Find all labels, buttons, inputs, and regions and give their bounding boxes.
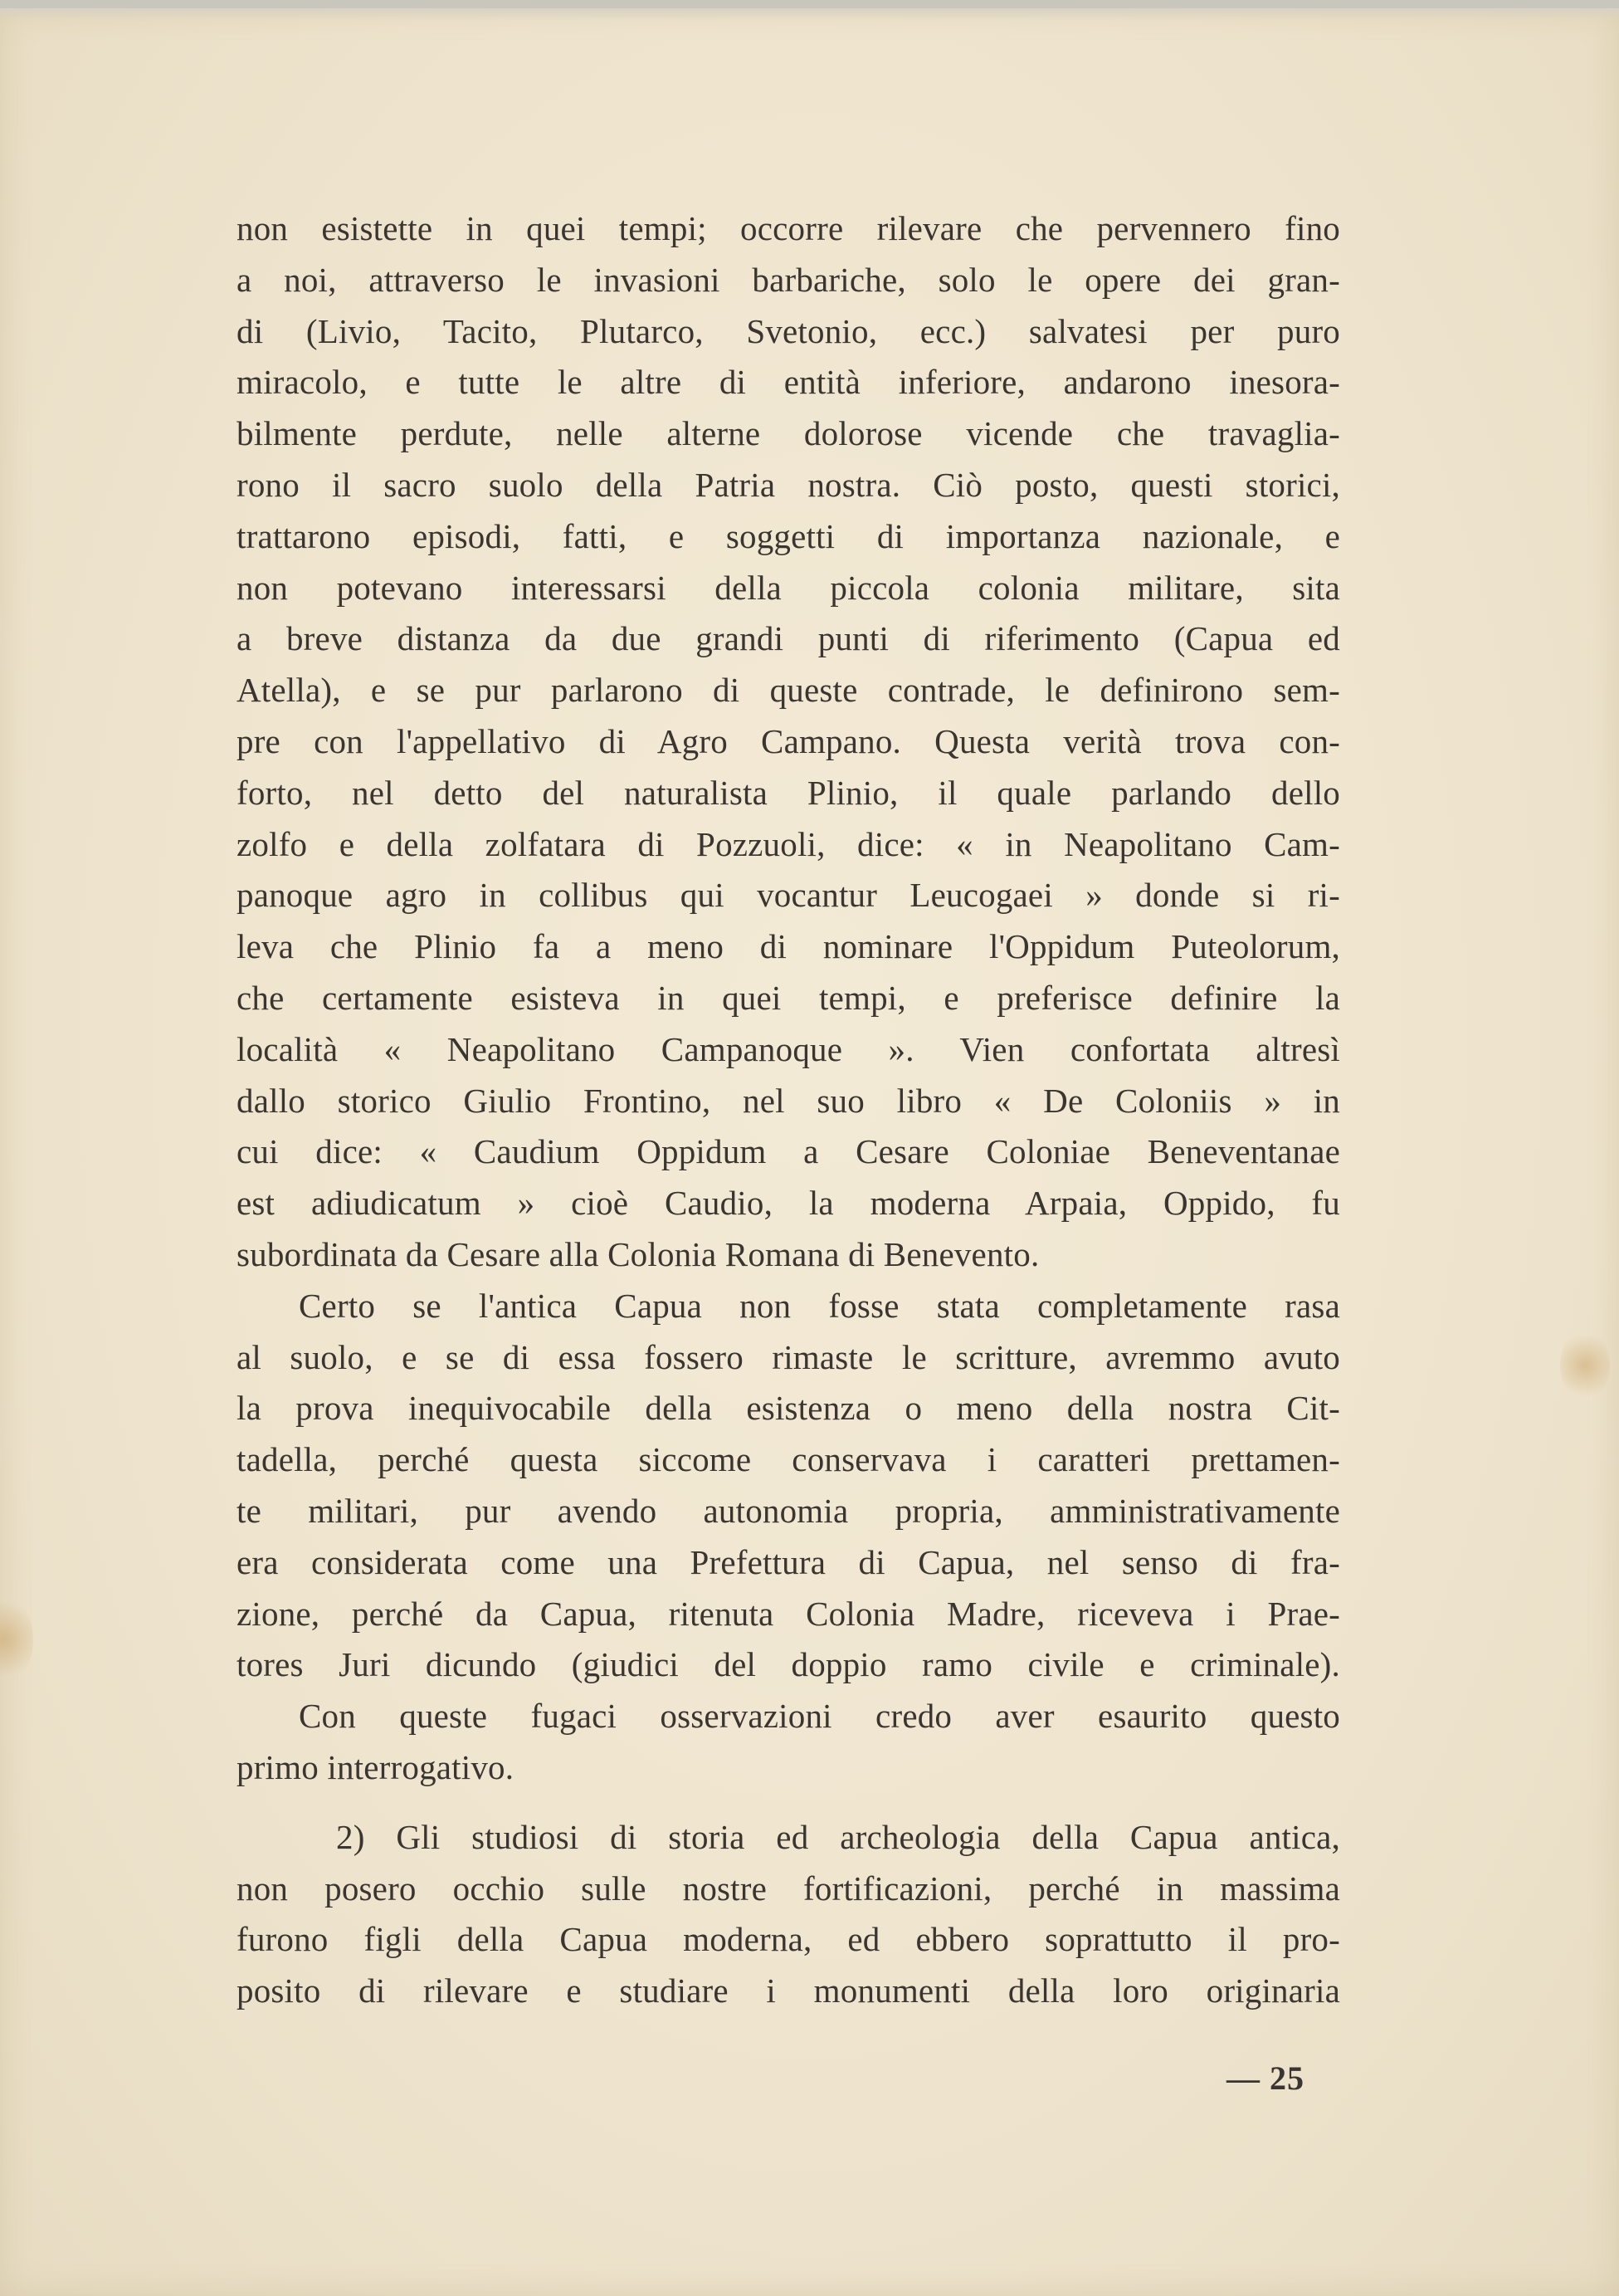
text-line: che certamente esisteva in quei tempi, e preferisce definire la bbox=[237, 978, 1340, 1017]
text-line: Con queste fugaci osservazioni credo aver esaurito questo bbox=[299, 1697, 1340, 1736]
text-line: non esistette in quei tempi; occorre rilevare che pervennero fino bbox=[237, 209, 1340, 247]
text-line: tadella, perché questa siccome conservava i caratteri prettamen- bbox=[237, 1440, 1340, 1479]
text-line: leva che Plinio fa a meno di nominare l'Oppidum Puteolorum, bbox=[237, 927, 1340, 966]
text-line: Certo se l'antica Capua non fosse stata completamente rasa bbox=[299, 1286, 1340, 1325]
text-line: la prova inequivocabile della esistenza o meno della nostra Cit- bbox=[237, 1389, 1340, 1428]
text-line: est adiudicatum » cioè Caudio, la moderna Arpaia, Oppido, fu bbox=[237, 1184, 1340, 1223]
text-line: primo interrogativo. bbox=[237, 1747, 514, 1786]
text-line: era considerata come una Prefettura di Capua, nel senso di fra- bbox=[237, 1542, 1340, 1581]
text-line: di (Livio, Tacito, Plutarco, Svetonio, ecc.) salvatesi per puro bbox=[237, 311, 1340, 350]
text-line: cui dice: « Caudium Oppidum a Cesare Coloniae Beneventanae bbox=[237, 1132, 1340, 1171]
text-line: posito di rilevare e studiare i monumenti della loro originaria bbox=[237, 1971, 1340, 2010]
text-line: miracolo, e tutte le altre di entità inferiore, andarono inesora- bbox=[237, 363, 1340, 402]
text-line: bilmente perdute, nelle alterne dolorose vicende che travaglia- bbox=[237, 414, 1340, 453]
text-line: a noi, attraverso le invasioni barbariche, solo le opere dei gran- bbox=[237, 260, 1340, 299]
text-line: non posero occhio sulle nostre fortificazioni, perché in massima bbox=[237, 1869, 1340, 1908]
text-line: non potevano interessarsi della piccola colonia militare, sita bbox=[237, 568, 1340, 607]
text-line: trattarono episodi, fatti, e soggetti di importanza nazionale, e bbox=[237, 516, 1340, 555]
text-line: subordinata da Cesare alla Colonia Romana di Benevento. bbox=[237, 1234, 1040, 1273]
scanned-page bbox=[0, 8, 1619, 2296]
text-line: Atella), e se pur parlarono di queste contrade, le definirono sem- bbox=[237, 671, 1340, 710]
text-line: panoque agro in collibus qui vocantur Leucogaei » donde si ri- bbox=[237, 876, 1340, 915]
text-line: pre con l'appellativo di Agro Campano. Questa verità trova con- bbox=[237, 721, 1340, 760]
page-number: — 25 bbox=[1226, 2059, 1304, 2097]
age-stain bbox=[1560, 1328, 1610, 1403]
text-line: rono il sacro suolo della Patria nostra. Ciò posto, questi storici, bbox=[237, 465, 1340, 504]
text-line: forto, nel detto del naturalista Plinio, il quale parlando dello bbox=[237, 773, 1340, 812]
text-line: tores Juri dicundo (giudici del doppio ramo civile e criminale). bbox=[237, 1645, 1340, 1684]
paragraph-gap bbox=[237, 1794, 1340, 1812]
text-line: zione, perché da Capua, ritenuta Colonia Madre, riceveva i Prae- bbox=[237, 1594, 1340, 1633]
text-line: dallo storico Giulio Frontino, nel suo libro « De Coloniis » in bbox=[237, 1081, 1340, 1120]
text-line: zolfo e della zolfatara di Pozzuoli, dice: « in Neapolitano Cam- bbox=[237, 824, 1340, 863]
text-line: a breve distanza da due grandi punti di riferimento (Capua ed bbox=[237, 619, 1340, 658]
text-line: furono figli della Capua moderna, ed ebbero soprattutto il pro- bbox=[237, 1920, 1340, 1959]
body-text bbox=[237, 203, 1340, 2017]
age-stain bbox=[0, 1594, 33, 1685]
text-line: te militari, pur avendo autonomia propria, amministrativamente bbox=[237, 1491, 1340, 1530]
text-line: località « Neapolitano Campanoque ». Vien confortata altresì bbox=[237, 1029, 1340, 1068]
text-line: 2) Gli studiosi di storia ed archeologia della Capua antica, bbox=[336, 1817, 1340, 1856]
text-line: al suolo, e se di essa fossero rimaste le scritture, avremmo avuto bbox=[237, 1337, 1340, 1376]
